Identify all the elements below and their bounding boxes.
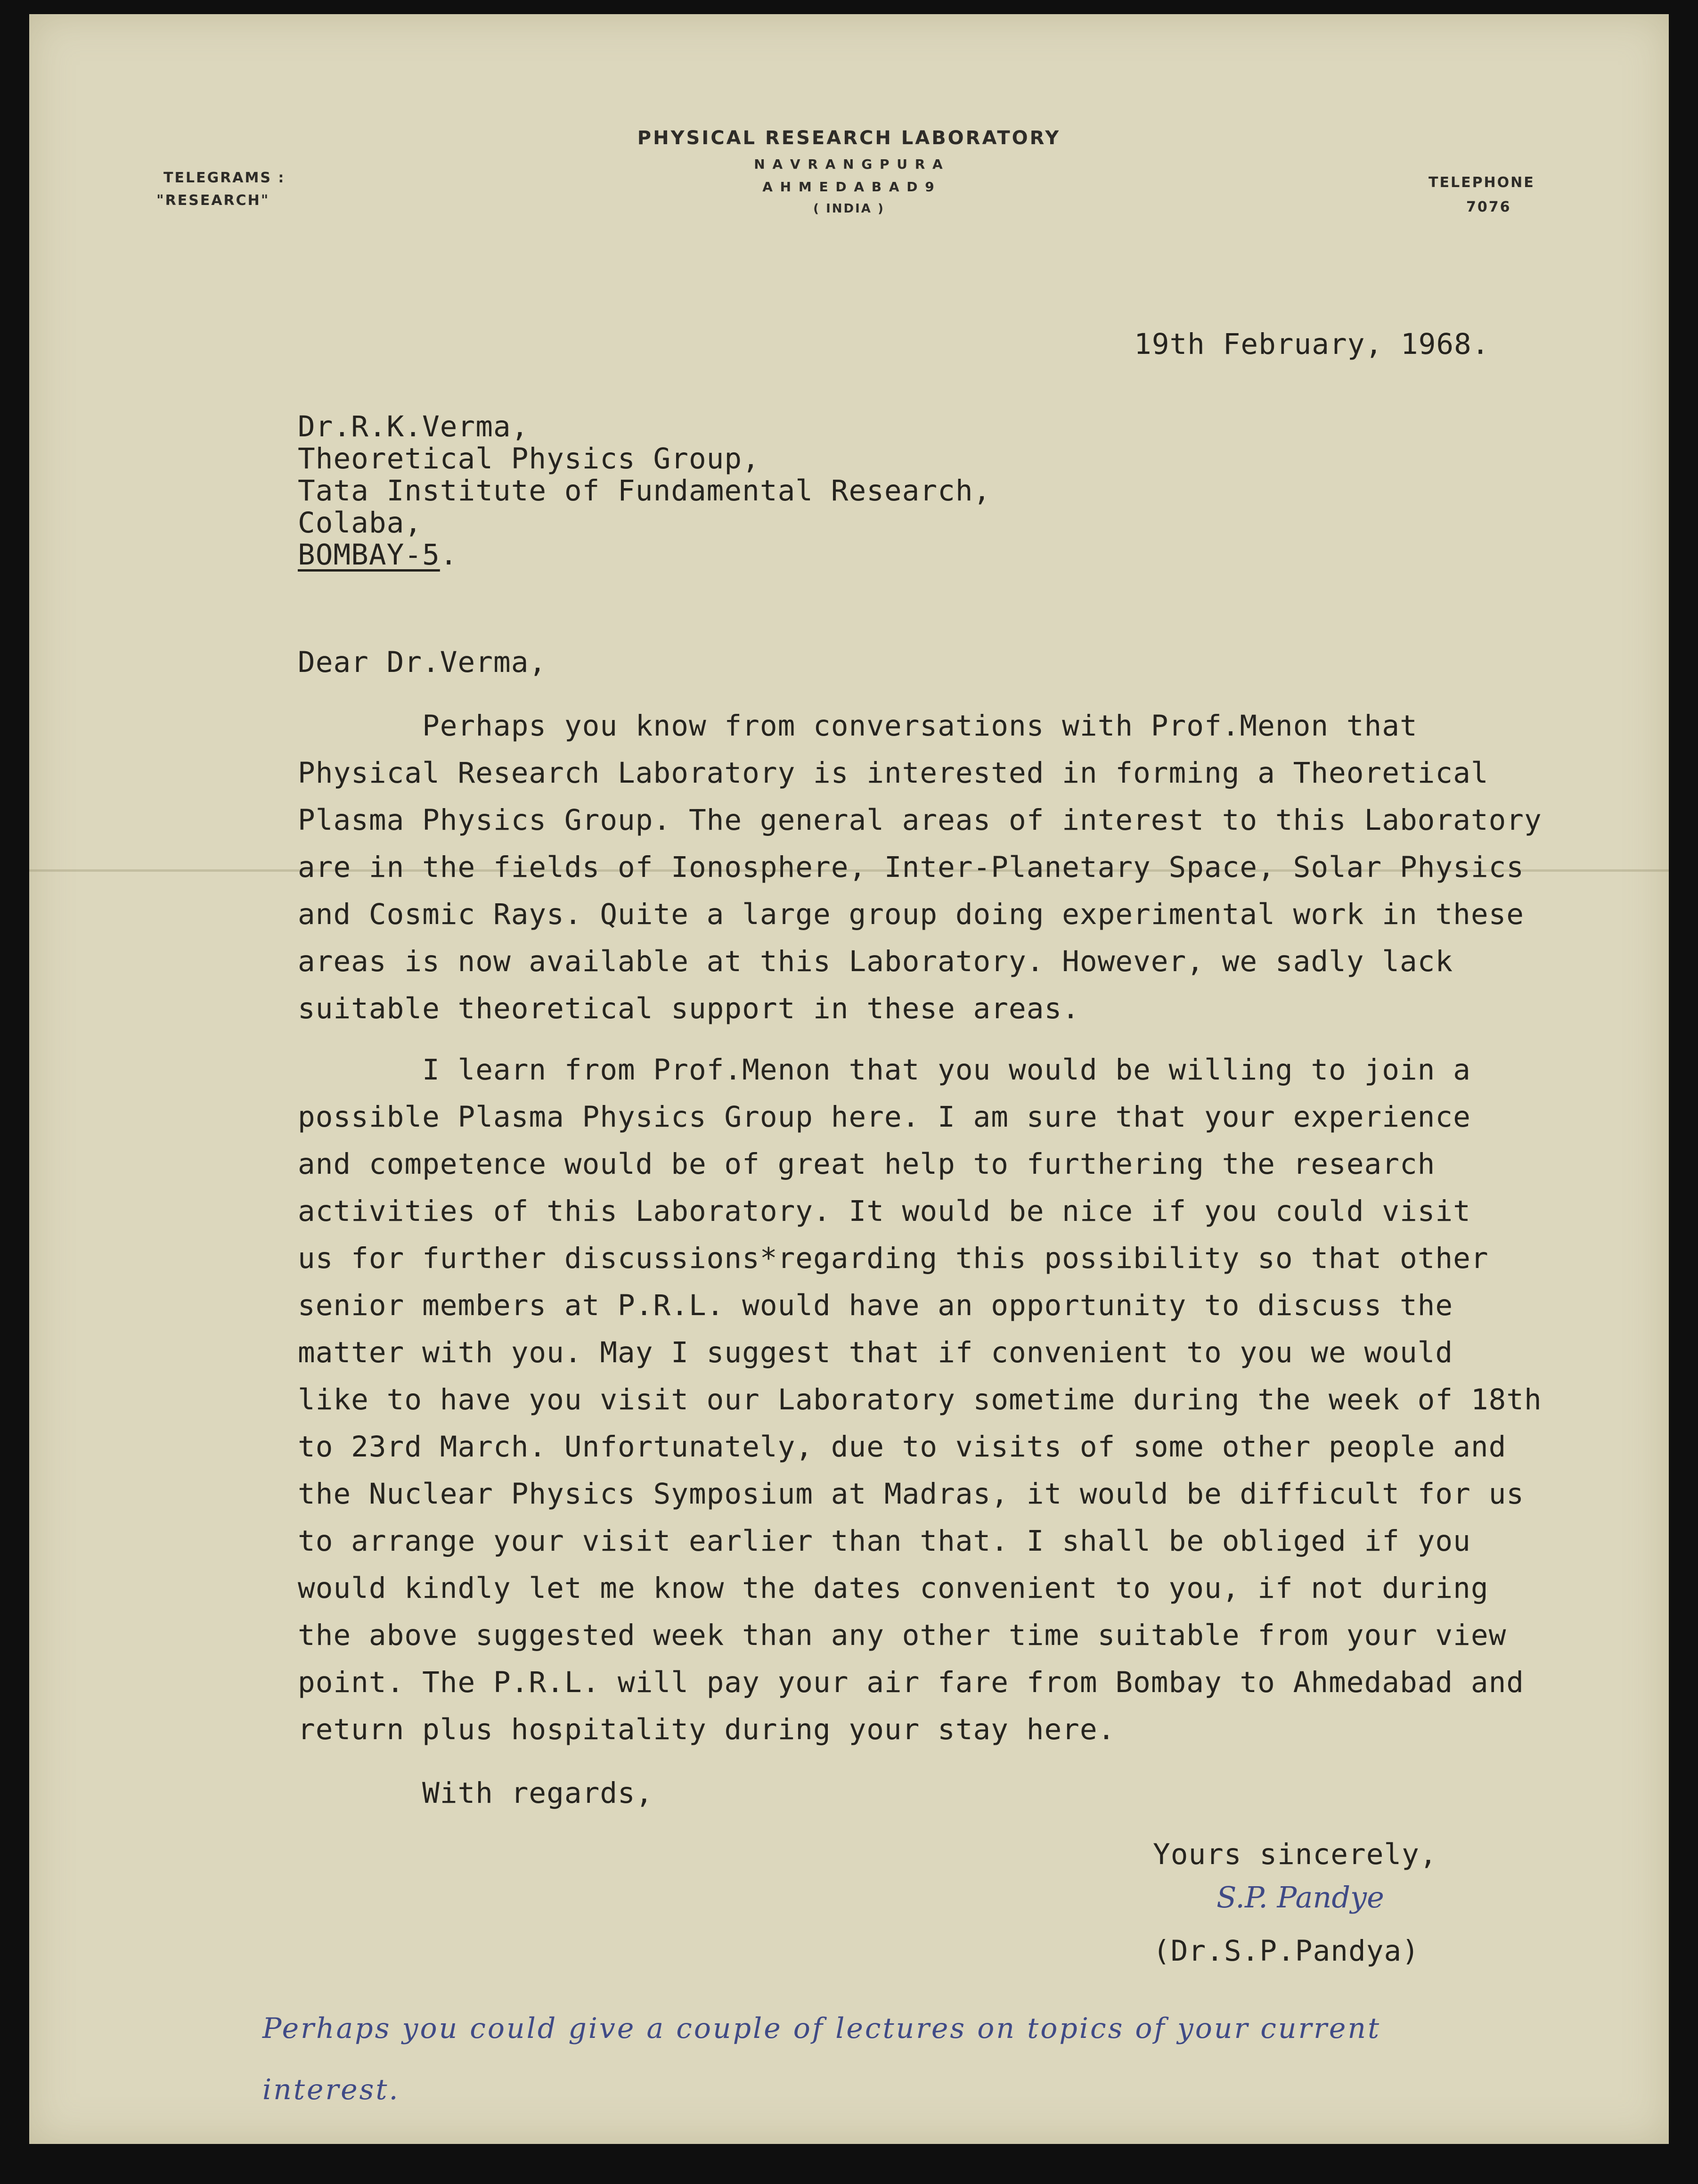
recipient-line-2: Tata Institute of Fundamental Research, xyxy=(298,474,991,507)
body-line: to 23rd March. Unfortunately, due to visits of some other people and xyxy=(298,1430,1507,1464)
body-line: to arrange your visit earlier than that. I shall be obliged if you xyxy=(298,1524,1471,1558)
body-line: point. The P.R.L. will pay your air fare from Bombay to Ahmedabad and xyxy=(298,1666,1525,1699)
closing-regards: With regards, xyxy=(298,1776,653,1810)
body-line: would kindly let me know the dates convenient to you, if not during xyxy=(298,1571,1489,1605)
body-line: senior members at P.R.L. would have an opportunity to discuss the xyxy=(298,1289,1453,1322)
telegrams-label: TELEGRAMS : xyxy=(163,170,286,186)
recipient-city xyxy=(298,538,458,572)
body-line: matter with you. May I suggest that if convenient to you we would xyxy=(298,1336,1453,1369)
letter-paper xyxy=(29,14,1669,2144)
body-line: I learn from Prof.Menon that you would be willing to join a xyxy=(298,1053,1471,1087)
body-line: suitable theoretical support in these areas. xyxy=(298,992,1080,1025)
body-line: activities of this Laboratory. It would be nice if you could visit xyxy=(298,1194,1471,1228)
letterhead-org-name: PHYSICAL RESEARCH LABORATORY xyxy=(637,127,1061,149)
body-line: and competence would be of great help to furthering the research xyxy=(298,1147,1436,1181)
body-line: are in the fields of Ionosphere, Inter-Planetary Space, Solar Physics xyxy=(298,851,1525,884)
closing-phrase: Yours sincerely, xyxy=(1153,1838,1437,1871)
letter-date: 19th February, 1968. xyxy=(1134,327,1490,361)
body-line: areas is now available at this Laboratory. However, we sadly lack xyxy=(298,945,1453,978)
recipient-line-3: Colaba, xyxy=(298,506,423,540)
recipient-line-1: Theoretical Physics Group, xyxy=(298,442,760,475)
letterhead-locality: N A V R A N G P U R A xyxy=(754,156,944,172)
salutation: Dear Dr.Verma, xyxy=(298,646,547,679)
handwritten-note-line-1: Perhaps you could give a couple of lectures on topics of your current xyxy=(262,2012,1381,2045)
telegrams-value: "RESEARCH" xyxy=(156,192,270,209)
recipient-name: Dr.R.K.Verma, xyxy=(298,410,529,443)
recipient-city-period: . xyxy=(440,538,458,572)
body-line: return plus hospitality during your stay here. xyxy=(298,1713,1116,1746)
body-line: Physical Research Laboratory is interested in forming a Theoretical xyxy=(298,756,1489,790)
body-line: us for further discussions*regarding this possibility so that other xyxy=(298,1242,1489,1275)
letterhead-city: A H M E D A B A D 9 xyxy=(762,179,936,195)
handwritten-signature: S.P. Pandye xyxy=(1216,1880,1384,1914)
recipient-city-underlined: BOMBAY-5 xyxy=(298,538,440,572)
body-line: Plasma Physics Group. The general areas of interest to this Laboratory xyxy=(298,803,1542,837)
body-line: like to have you visit our Laboratory sometime during the week of 18th xyxy=(298,1383,1542,1416)
body-line: and Cosmic Rays. Quite a large group doing experimental work in these xyxy=(298,898,1525,931)
body-line: the above suggested week than any other time suitable from your view xyxy=(298,1619,1507,1652)
signatory-name: (Dr.S.P.Pandya) xyxy=(1153,1934,1420,1968)
body-line: Perhaps you know from conversations with Prof.Menon that xyxy=(298,709,1418,743)
handwritten-note-line-2: interest. xyxy=(262,2073,400,2106)
body-line: possible Plasma Physics Group here. I am sure that your experience xyxy=(298,1100,1471,1134)
telephone-value: 7076 xyxy=(1466,199,1511,215)
body-line: the Nuclear Physics Symposium at Madras, it would be difficult for us xyxy=(298,1477,1525,1511)
letterhead-country: ( INDIA ) xyxy=(813,202,885,216)
telephone-label: TELEPHONE xyxy=(1429,174,1535,191)
